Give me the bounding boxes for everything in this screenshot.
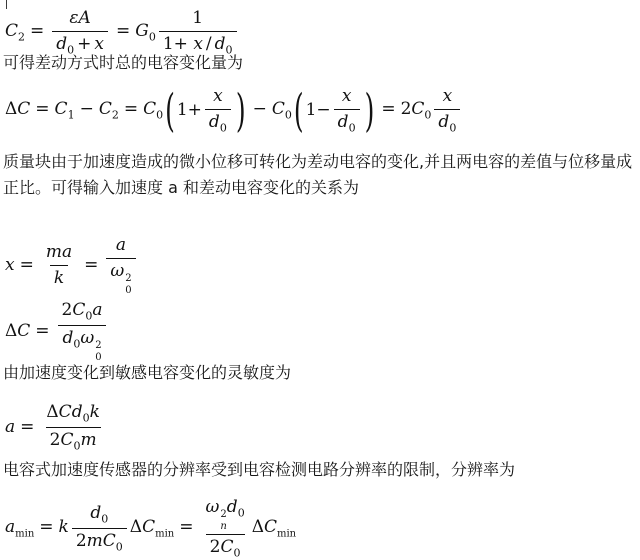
math-denominator	[205, 109, 231, 135]
math-fraction	[201, 497, 248, 560]
math-sup: 2	[125, 273, 132, 285]
equals-sign: =	[20, 417, 35, 438]
math-var: x	[5, 255, 15, 275]
math-sub: 0	[73, 439, 81, 453]
math-sub: 0	[284, 108, 292, 122]
math-var: C	[143, 99, 157, 120]
math-var: C	[263, 516, 277, 537]
math-fraction	[58, 300, 107, 363]
equals-sign: =	[381, 99, 396, 120]
math-sub: 0	[82, 411, 90, 425]
math-group	[130, 517, 199, 541]
math-numerator	[86, 503, 112, 528]
math-sub: 0	[348, 121, 356, 135]
math-group	[5, 21, 49, 44]
math-var: ω	[110, 261, 125, 282]
math-number: 1+	[162, 34, 188, 55]
math-supsub	[125, 273, 131, 296]
math-numerator	[58, 300, 107, 325]
math-sup: 2	[95, 340, 102, 352]
math-var: d	[62, 328, 74, 349]
math-var: a	[92, 300, 103, 320]
math-fraction	[205, 86, 231, 135]
math-numerator	[338, 86, 356, 109]
minus-sign: −	[79, 99, 94, 120]
math-group	[79, 255, 103, 276]
math-var: G	[135, 21, 149, 42]
math-group	[5, 417, 39, 438]
minus-sign: −	[252, 99, 267, 120]
math-number: 2	[75, 531, 87, 552]
delta-symbol: Δ	[5, 320, 18, 341]
math-var: d	[337, 112, 349, 133]
math-var: d	[71, 402, 83, 422]
delta-symbol: Δ	[5, 99, 18, 120]
math-sub: 0	[85, 309, 93, 323]
math-var: C	[58, 402, 72, 422]
math-group	[376, 99, 431, 122]
math-var: C	[17, 99, 31, 120]
math-sub: 1	[67, 108, 75, 122]
math-var: d	[438, 112, 450, 133]
math-group	[5, 517, 69, 541]
math-group	[248, 99, 292, 122]
math-sub: 0	[237, 506, 245, 520]
math-var: d	[90, 502, 102, 523]
paragraph-mass-displacement	[3, 149, 632, 201]
math-fraction	[42, 242, 76, 290]
equals-sign: =	[123, 99, 139, 120]
left-paren: (	[293, 84, 304, 137]
right-paren: )	[364, 84, 375, 137]
math-var: a	[5, 516, 16, 537]
math-var: C	[17, 320, 31, 341]
math-var: m	[80, 430, 97, 451]
plus-sign: +	[77, 34, 92, 55]
formula-delta-c-acceleration	[5, 300, 110, 363]
math-fraction	[434, 86, 460, 135]
math-denominator	[58, 325, 105, 363]
math-number: 1+	[176, 100, 202, 121]
math-sub: 0	[101, 512, 109, 526]
paragraph-line: 正比。可得输入加速度 a 和差动电容变化的关系为	[3, 178, 359, 197]
math-sub: 2	[18, 30, 26, 44]
math-fraction	[42, 402, 104, 453]
math-sub: 0	[95, 351, 102, 363]
math-numerator	[42, 402, 104, 427]
math-var: x	[94, 34, 104, 55]
math-sub: 0	[67, 43, 75, 57]
math-var: C	[98, 99, 112, 120]
delta-symbol: Δ	[251, 516, 264, 537]
math-fraction	[106, 235, 135, 296]
math-var: C	[102, 531, 116, 552]
math-denominator	[72, 528, 127, 554]
math-var: C	[271, 99, 285, 120]
math-group	[5, 321, 55, 342]
math-var: C	[54, 99, 68, 120]
math-numerator	[42, 242, 76, 265]
math-group	[252, 517, 296, 541]
formula-delta-c-difference	[5, 86, 463, 135]
math-var: d	[214, 34, 226, 55]
math-var: ω	[80, 328, 95, 349]
delta-symbol: Δ	[46, 402, 59, 422]
math-var: a	[5, 417, 16, 438]
math-denominator	[434, 109, 460, 135]
math-numerator	[65, 8, 94, 31]
math-var: C	[142, 516, 156, 537]
math-sub: 0	[424, 108, 432, 122]
math-var: ε	[69, 8, 79, 28]
math-var: m	[86, 531, 103, 552]
equals-sign: =	[19, 255, 34, 275]
math-group	[111, 21, 156, 44]
math-numerator	[188, 8, 207, 31]
text-line-sensitivity: 由加速度变化到敏感电容变化的灵敏度为	[3, 363, 292, 382]
equals-sign: =	[39, 516, 54, 537]
formula-resolution	[5, 497, 296, 560]
math-var: x	[193, 34, 203, 55]
math-sup: 2	[220, 509, 227, 520]
math-numerator	[201, 497, 248, 534]
math-var: ω	[205, 497, 220, 517]
formula-sensitivity	[5, 402, 107, 453]
math-var: x	[442, 86, 453, 106]
math-var: C	[220, 537, 234, 557]
equals-sign: =	[179, 516, 194, 537]
math-var: C	[60, 430, 74, 451]
math-fraction	[72, 503, 127, 554]
right-paren: )	[235, 84, 246, 137]
math-number: 2	[61, 300, 73, 320]
paragraph-line: 质量块由于加速度造成的微小位移可转化为差动电容的变化,并且两电容的差值与位移量成	[3, 152, 633, 171]
math-sub: min	[276, 528, 297, 540]
math-sub: min	[155, 528, 175, 540]
math-var: A	[78, 8, 91, 28]
math-var: k	[89, 402, 100, 422]
math-var: x	[213, 86, 223, 106]
math-fraction	[334, 86, 360, 135]
math-number: 2	[400, 99, 412, 120]
math-var: C	[411, 99, 425, 120]
math-var: d	[56, 34, 68, 55]
math-var: C	[5, 21, 19, 42]
math-denominator	[106, 258, 135, 296]
math-var: k	[58, 516, 69, 537]
math-sub: 0	[219, 121, 227, 135]
math-group	[5, 255, 39, 276]
formula-displacement	[5, 235, 139, 296]
equals-sign: =	[35, 320, 50, 341]
left-paren: (	[165, 84, 175, 137]
math-var: d	[226, 497, 238, 517]
math-numerator	[209, 86, 227, 109]
math-var: ma	[45, 241, 73, 262]
math-sub: 0	[225, 43, 233, 57]
math-number: 1	[192, 8, 204, 28]
math-group	[5, 99, 163, 122]
math-numerator	[112, 235, 130, 258]
math-sub: 0	[115, 540, 123, 554]
math-sub: min	[15, 528, 35, 540]
math-sub: 0	[156, 108, 164, 122]
math-numerator	[439, 86, 457, 109]
math-var: C	[72, 300, 86, 320]
equals-sign: =	[30, 21, 45, 42]
math-denominator	[334, 109, 360, 135]
equals-sign: =	[116, 21, 131, 42]
math-denominator	[46, 427, 101, 453]
math-denominator	[206, 534, 245, 560]
math-sub: 0	[449, 121, 457, 135]
math-sub: 0	[233, 546, 241, 560]
equals-sign: =	[84, 255, 99, 275]
math-denominator	[50, 265, 68, 289]
math-sub: 2	[111, 108, 119, 122]
equals-sign: =	[35, 99, 50, 120]
math-sub: 0	[148, 30, 156, 44]
delta-symbol: Δ	[129, 516, 143, 537]
math-number: 2	[49, 430, 61, 451]
math-number: 2	[209, 537, 221, 557]
text-line-total-capacitance: 可得差动方式时总的电容变化量为	[3, 53, 244, 72]
text-line-resolution: 电容式加速度传感器的分辨率受到电容检测电路分辨率的限制，分辨率为	[3, 460, 516, 479]
math-var: x	[341, 86, 352, 106]
math-sub: 0	[125, 284, 132, 296]
math-sub: 0	[73, 337, 81, 351]
slash-sign: /	[205, 34, 212, 55]
math-var: k	[53, 268, 65, 289]
math-var: d	[208, 112, 220, 133]
math-number: 1−	[305, 100, 331, 121]
math-sub: n	[220, 520, 227, 532]
math-var: a	[115, 235, 127, 255]
